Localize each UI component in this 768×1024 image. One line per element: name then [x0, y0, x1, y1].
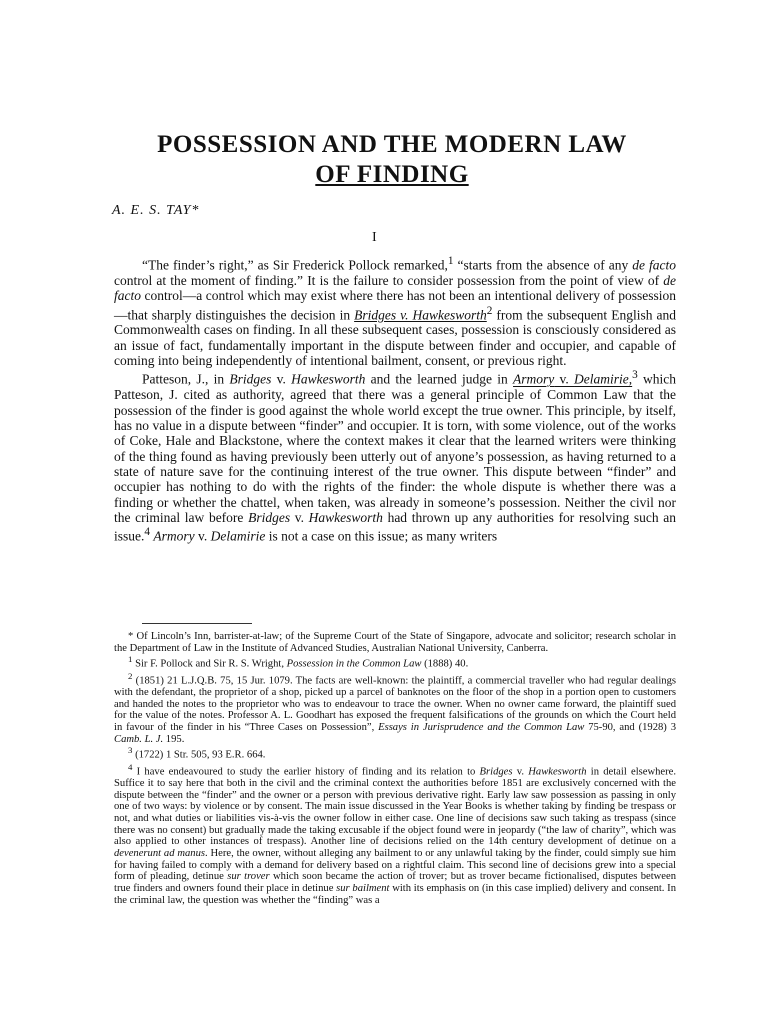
body-text	[114, 254, 676, 544]
footnote-2: $^2$ (1851) 21 L.J.Q.B. 75, 15 Jur. 1079. The facts are well-known: the plaintiff, a commercial traveller who had regular dealings with the defendant, the proprietor of a shop, picked up a parcel of banknotes on the floor of the shop in a portion open to customers and handed the notes to the proprietor who was to endeavour to trace the owner. When no owner came forward, the plaintiff sued for the value of the notes. Professor A. L. Goodhart has exposed the frequent falsifications of the grounds on which the Court held in favour of the finder in his “Three Cases on Possession”, Essays in Jurisprudence and the Common Law 75-90, and (1928) 3 Camb. L. J. 195.	[114, 670, 676, 745]
case-citation: Delamirie,	[574, 371, 633, 387]
body-paragraph-1: “The finder’s right,” as Sir Frederick Pollock remarked,$^1$ “starts from the absence of any de facto control at the moment of finding.” It is the failure to consider possession from the point of view of de facto control—a control which may exist where there has not been an intentional delivery of possession—that sharply distinguishes the decision in Bridges v. Hawkesworth$^2$ from the subsequent English and Commonwealth cases on finding. In all these subsequent cases, possession is consciously considered as an issue of fact, fundamentally important in the dispute between finder and occupier, and capable of coming into being independently of intentional bailment, consent, or previous right.	[114, 255, 676, 369]
article-title-line-2-text: OF FINDING	[315, 161, 469, 188]
case-citation: Bridges v. Hawkesworth	[354, 307, 487, 323]
body-paragraph-2: Patteson, J., in Bridges v. Hawkesworth and the learned judge in Armory v. Delamirie,$^3$ which Patteson, J. cited as authority, agreed that there was a general principle of Common Law that the possession of the finder is good against the whole world except the true owner. This principle, by itself, has no value in a dispute between “finder” and occupier. It is torn, with some violence, out of the works of Coke, Hale and Blackstone, where the context makes it clear that the learned writers were thinking of the thing found as having previously been utterly out of anyone’s possession, as having returned to a state of nature save for the continuing interest of the true owner. This dispute between “finder” and occupier has nothing to do with the rights of the finder: the whole dispute is whether there was a finding or whether the chattel, when taken, was already in someone’s possession. Neither the civil nor the criminal law before Bridges v. Hawkesworth had thrown up any authorities for resolving such an issue.$^4$ Armory v. Delamirie is not a case on this issue; as many writers	[114, 369, 677, 544]
footnote-divider	[142, 623, 252, 624]
footnote-ref: 1	[447, 255, 454, 267]
footnotes	[114, 631, 676, 907]
footnote-author: * Of Lincoln’s Inn, barrister-at-law; of the Supreme Court of the State of Singapore, advocate and solicitor; research scholar in the Department of Law in the Institute of Advanced Studies, Australian National University, Canberra.	[114, 631, 676, 654]
footnote-ref: 3	[632, 369, 638, 382]
section-number: I	[372, 230, 377, 245]
footnote-1: $^1$ Sir F. Pollock and Sir R. S. Wright, Possession in the Common Law (1888) 40.	[128, 654, 469, 670]
article-title-line-1: POSSESSION AND THE MODERN LAW	[157, 131, 627, 158]
footnote-ref: 4	[144, 526, 150, 539]
article-title-line-2	[112, 160, 672, 190]
footnote-3: $^3$ (1722) 1 Str. 505, 93 E.R. 664.	[128, 745, 266, 761]
author-name: A. E. S. TAY*	[112, 203, 200, 218]
footnote-ref: 2	[486, 304, 493, 317]
case-citation: Armory	[513, 371, 555, 387]
footnote-4: $^4$ I have endeavoured to study the earlier history of finding and its relation to Bridges v. Hawkesworth in detail elsewhere. Suffice it to say here that both in the civil and the criminal context the authorities before 1851 are exclusively concerned with the dispute between the “finder” and the owner or a person with previous derivative right. Early law saw possession as passing in only one of two ways: by violence or by consent. The main issue discussed in the Year Books is whether taking by finding be trespass or not, and what duties or liabilities vis-à-vis the owner follow in either case. One line of decisions saw such taking as trespass (since there was no consent) but gradually made the taking excusable if the object found were in jeopardy (“the law of charity”, which was also applied to other instances of trespass). Another line of decisions relied on the 14th century development of detinue on a devenerunt ad manus. Here, the owner, without alleging any bailment to or any unlawful taking by the finder, could simply sue him for having failed to comply with a demand for delivery based on a rightful claim. This second line of decisions grew into a special form of pleading, detinue sur trover which soon became the action of trover; but as trover became fictionalised, disputes between true finders and owners found their place in detinue sur bailment with its emphasis on (in this case implied) delivery and consent. In the criminal law, the question was whether the “finding” was a	[114, 761, 677, 906]
